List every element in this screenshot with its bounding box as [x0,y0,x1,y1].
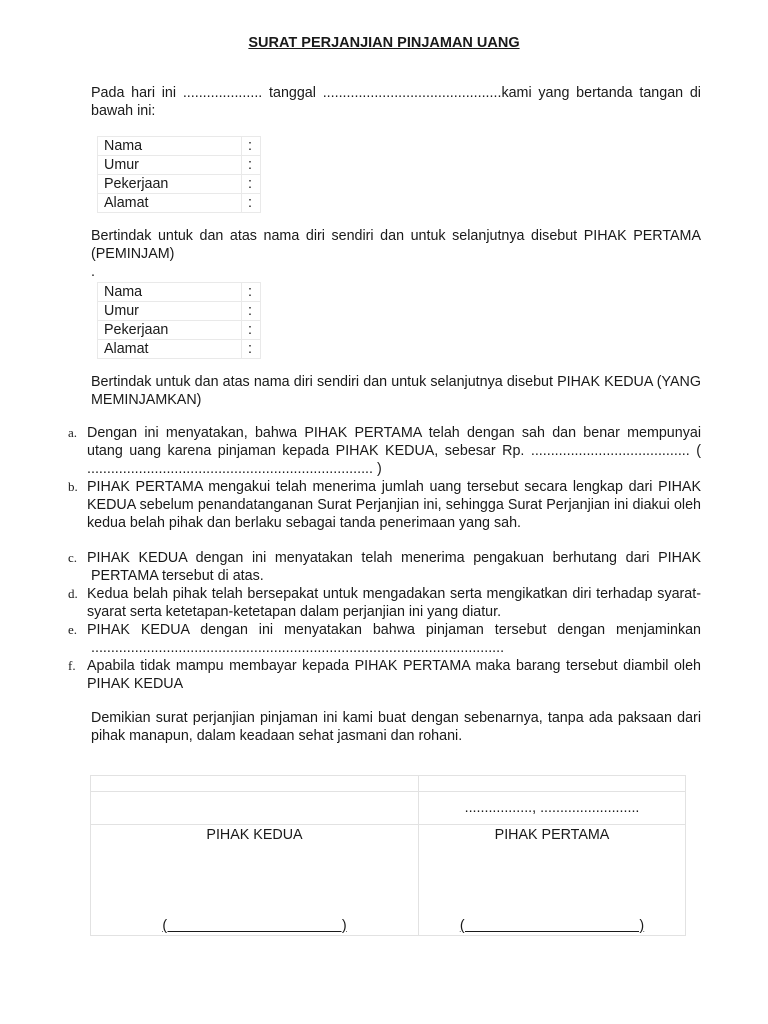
list-item-text: Kedua belah pihak telah bersepakat untuk mengadakan serta mengikatkan diri terhadap syarat-syarat serta ketetapan-ketetapan dalam perjanjian ini yang diatur. [87,586,701,620]
field-label: Nama [98,283,242,302]
field-colon: : [242,156,261,175]
list-item-text: PIHAK KEDUA dengan ini menyatakan telah menerima pengakuan berhutang dari PIHAK PERTAMA tersebut di atas. [87,550,701,584]
form-row-nama [98,283,261,302]
list-item-e [68,621,701,657]
field-colon: : [242,137,261,156]
pihak-pertama-paragraph: Bertindak untuk dan atas nama diri sendiri dan untuk selanjutnya disebut PIHAK PERTAMA (PEMINJAM) [91,228,701,262]
list-marker: c. [68,550,78,565]
form-row-umur [98,156,261,175]
list-item-a [68,424,701,478]
signature-line-right: ( ) [459,918,645,934]
party-label-right: PIHAK PERTAMA [494,827,610,843]
field-label: Nama [98,137,242,156]
form-row-pekerjaan [98,321,261,340]
form-row-alamat [98,340,261,359]
list-item-c [68,549,701,585]
signature-cell-right [419,825,686,936]
list-item-text: Dengan ini menyatakan, bahwa PIHAK PERTAMA telah dengan sah dan benar mempunyai utang uang karena pinjaman kepada PIHAK KEDUA, sebesar Rp. ........................................ ( ........................................................................ ) [87,425,701,477]
closing-paragraph: Demikian surat perjanjian pinjaman ini kami buat dengan sebenarnya, tanpa ada paksaan dari pihak manapun, dalam keadaan sehat jasmani dan rohani. [91,710,701,744]
list-marker: b. [68,479,78,494]
signature-table [90,775,686,936]
place-date: ................., ......................... [419,792,686,825]
list-item-b [68,478,701,532]
field-label: Umur [98,302,242,321]
form-row-pekerjaan [98,175,261,194]
form-row-nama [98,137,261,156]
pihak-kedua-paragraph: Bertindak untuk dan atas nama diri sendiri dan untuk selanjutnya disebut PIHAK KEDUA (YANG MEMINJAMKAN) [91,374,701,408]
field-colon: : [242,283,261,302]
list-item-text: Apabila tidak mampu membayar kepada PIHAK PERTAMA maka barang tersebut diambil oleh PIHAK KEDUA [87,658,701,692]
field-label: Alamat [98,340,242,359]
form-pihak-pertama [97,136,261,213]
field-colon: : [242,302,261,321]
signature-line-left: ( ) [162,918,347,934]
party-label-left: PIHAK KEDUA [206,827,303,843]
field-label: Alamat [98,194,242,213]
form-row-alamat [98,194,261,213]
document-title: SURAT PERJANJIAN PINJAMAN UANG [248,35,520,51]
list-item-d [68,585,701,621]
list-marker: d. [68,586,78,601]
field-label: Pekerjaan [98,175,242,194]
field-colon: : [242,175,261,194]
field-label: Pekerjaan [98,321,242,340]
intro-paragraph: Pada hari ini .................... tanggal .............................................kami yang bertanda tangan di bawah ini: [91,85,701,119]
field-colon: : [242,321,261,340]
list-marker: a. [68,425,78,440]
field-label: Umur [98,156,242,175]
list-marker: e. [68,622,78,637]
list-item-text: PIHAK KEDUA dengan ini menyatakan bahwa pinjaman tersebut dengan menjaminkan ........................................................................................................ [87,622,701,656]
list-item-f [68,657,701,693]
stray-dot: . [91,264,95,280]
signature-cell-left [91,825,419,936]
field-colon: : [242,340,261,359]
form-pihak-kedua [97,282,261,359]
form-row-umur [98,302,261,321]
list-marker: f. [68,658,76,673]
field-colon: : [242,194,261,213]
list-item-text: PIHAK PERTAMA mengakui telah menerima jumlah uang tersebut secara lengkap dari PIHAK KEDUA sebelum penandatanganan Surat Perjanjian ini, sehingga Surat Perjanjian ini diakui oleh kedua belah pihak dan berlaku sebagai tanda penerimaan yang sah. [87,479,701,531]
